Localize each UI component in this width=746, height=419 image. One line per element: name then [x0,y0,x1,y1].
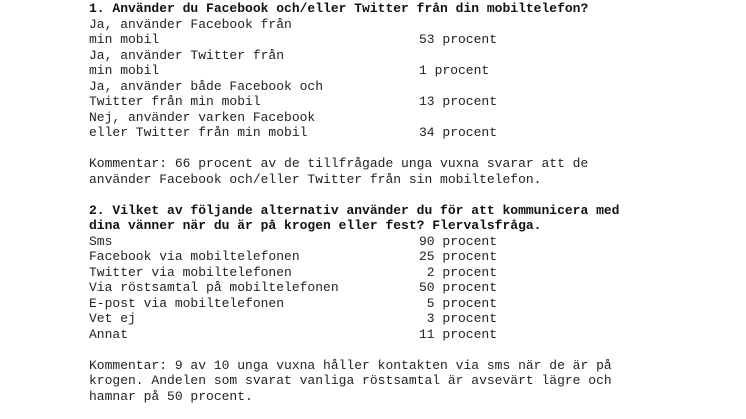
answer-label-line: Ja, använder både Facebook och [89,78,324,94]
answer-label: Annat [89,326,129,342]
question-2-comment [89,358,729,405]
answer-label: E-post via mobiltelefonen [89,295,285,311]
q2-answer-row [89,311,729,327]
question-title-line: 2. Vilket av följande alternativ använder du för att kommunicera med [89,202,620,218]
q2-answer-row [89,327,729,343]
comment-line: använder Facebook och/eller Twitter från sin mobiltelefon. [89,171,542,187]
answer-value: 25 procent [419,249,498,264]
question-title-line: dina vänner när du är på krogen eller fest? Flervalsfråga. [89,218,542,233]
answer-value: 5 procent [419,295,498,311]
answer-label: Vet ej [89,311,136,326]
comment-line: krogen. Andelen som svarat vanliga röstsamtal är avsevärt lägre och [89,373,612,388]
comment-line: hamnar på 50 procent. [89,388,253,404]
question-1-title: 1. Använder du Facebook och/eller Twitter från din mobiltelefon? [89,1,589,16]
answer-label: Sms [89,233,113,249]
answer-label-line: eller Twitter från min mobil [89,125,308,140]
q2-answer-row [89,249,729,265]
answer-value: 34 procent [419,125,498,140]
answer-value: 3 procent [419,311,498,326]
answer-label: Twitter via mobiltelefonen [89,264,292,280]
q1-answer-both [89,79,729,110]
comment-line: Kommentar: 66 procent av de tillfrågade unga vuxna svarar att de [89,156,589,171]
answer-label-line: Nej, använder varken Facebook [89,109,316,125]
survey-document [89,1,729,404]
question-2-title [89,203,729,234]
comment-line: Kommentar: 9 av 10 unga vuxna håller kontakten via sms när de är på [89,357,612,373]
answer-label-line: Ja, använder Twitter från [89,47,285,63]
answer-value: 13 procent [419,94,498,109]
q2-answer-row [89,280,729,296]
answer-label-line: min mobil [89,63,160,78]
answer-label-line: min mobil [89,32,160,47]
answer-value: 90 procent [419,233,498,249]
answer-label-line: Ja, använder Facebook från [89,16,292,32]
q1-answer-neither [89,110,729,141]
question-2-answers [89,234,729,343]
answer-value: 50 procent [419,280,498,295]
q2-answer-row [89,234,729,250]
answer-value: 53 procent [419,32,498,47]
answer-label: Via röstsamtal på mobiltelefonen [89,280,339,295]
answer-value: 2 procent [419,264,498,280]
answer-label: Facebook via mobiltelefonen [89,249,300,264]
question-1-comment [89,156,729,187]
answer-value: 11 procent [419,326,498,342]
q1-answer-facebook [89,17,729,48]
question-1-answers [89,17,729,141]
q2-answer-row [89,296,729,312]
q1-answer-twitter [89,48,729,79]
answer-label-line: Twitter från min mobil [89,94,261,109]
answer-value: 1 procent [419,63,490,78]
q2-answer-row [89,265,729,281]
